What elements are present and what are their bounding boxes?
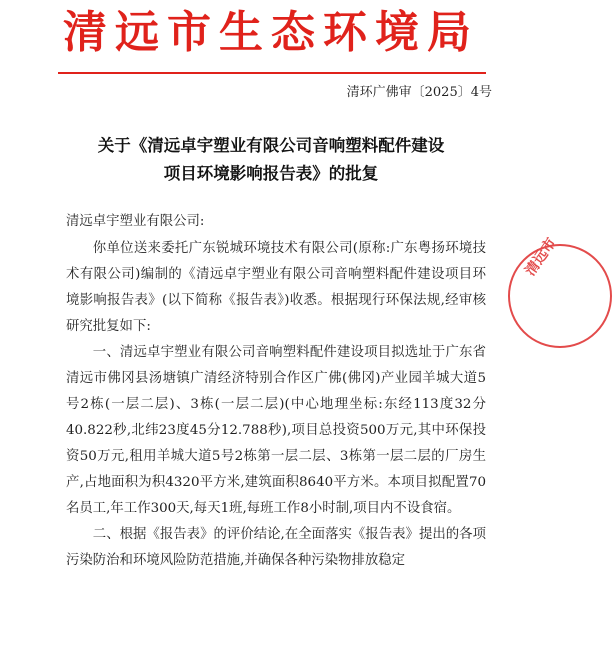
document-title: [48, 132, 494, 188]
document-title-line-2: 项目环境影响报告表》的批复: [163, 164, 379, 183]
seal-text: 清远市: [522, 235, 560, 279]
letterhead-title: 清远市生态环境局: [63, 7, 479, 58]
official-seal: [508, 235, 612, 348]
document-number: 清环广佛审〔2025〕4号: [346, 85, 492, 100]
document-title-line-1: 关于《清远卓宇塑业有限公司音响塑料配件建设: [97, 136, 445, 155]
letterhead-rule: [58, 72, 486, 74]
paragraph-1: 你单位送来委托广东锐城环境技术有限公司(原称:广东粤扬环境技术有限公司)编制的《清远卓宇塑业有限公司音响塑料配件建设项目环境影响报告表》(以下简称《报告表》)收悉。根据现行环保法规,经审核研究批复如下:: [66, 241, 486, 334]
paragraph-2: 一、清远卓宇塑业有限公司音响塑料配件建设项目拟选址于广东省清远市佛冈县汤塘镇广清经济特别合作区广佛(佛冈)产业园羊城大道5号2栋(一层二层)、3栋(一层二层)(中心地理坐标:东经113度32分40.822秒,北纬23度45分12.788秒),项目总投资500万元,其中环保投资50万元,租用羊城大道5号2栋第一层二层、3栋第一层二层的厂房生产,占地面积为积4320平方米,建筑面积8640平方米。本项目拟配置70名员工,年工作300天,每天1班,每班工作8小时制,项目内不设食宿。: [66, 345, 486, 516]
salutation: 清远卓宇塑业有限公司:: [66, 214, 205, 229]
paragraph-3: 二、根据《报告表》的评价结论,在全面落实《报告表》提出的各项污染防治和环境风险防范措施,并确保各种污染物排放稳定: [66, 527, 486, 568]
document-body: [66, 209, 486, 574]
